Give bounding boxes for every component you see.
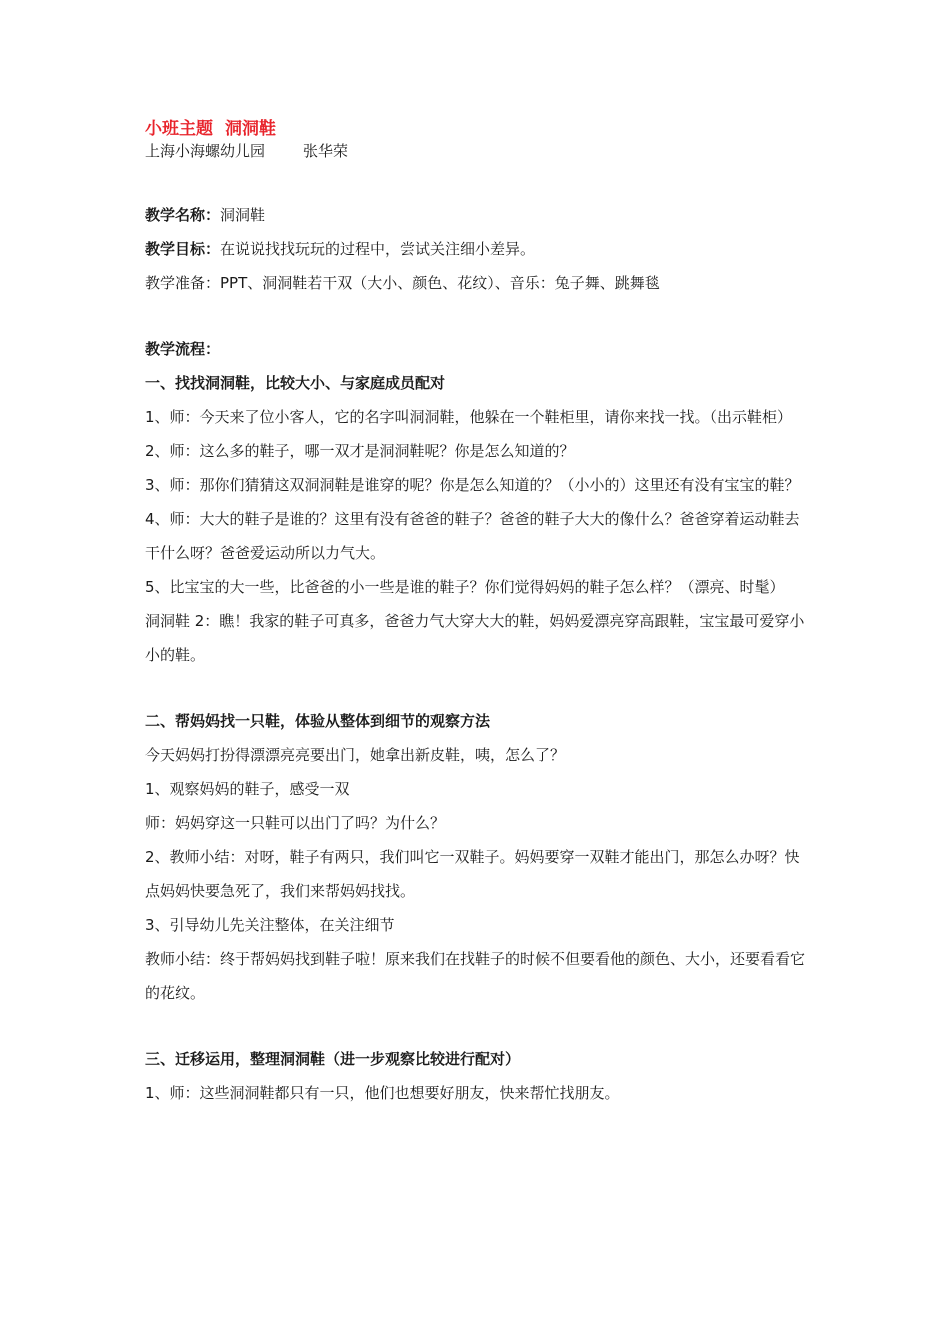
document-title (145, 118, 805, 140)
section-1-heading: 一、找找洞洞鞋，比较大小、与家庭成员配对 (145, 374, 446, 392)
section-2-paragraph: 1、观察妈妈的鞋子，感受一双 (145, 780, 350, 798)
title-topic: 洞洞鞋 (225, 119, 276, 139)
document-body (145, 118, 805, 1110)
section-1-paragraph: 1、师：今天来了位小客人，它的名字叫洞洞鞋，他躲在一个鞋柜里，请你来找一找。（出示鞋柜） (145, 408, 793, 426)
teaching-goal-value: 在说说找找玩玩的过程中，尝试关注细小差异。 (220, 240, 536, 258)
title-theme: 小班主题 (145, 119, 213, 139)
section-2-heading: 二、帮妈妈找一只鞋，体验从整体到细节的观察方法 (145, 712, 491, 730)
author-name: 张华荣 (303, 142, 349, 160)
section-1-paragraph: 2、师：这么多的鞋子，哪一双才是洞洞鞋呢？你是怎么知道的？ (145, 442, 575, 460)
byline (145, 140, 805, 162)
teaching-goal-label: 教学目标： (145, 240, 221, 258)
teaching-name (145, 198, 805, 232)
teaching-name-label: 教学名称： (145, 206, 221, 224)
section-2-paragraph: 师：妈妈穿这一只鞋可以出门了吗？为什么？ (145, 814, 446, 832)
section-1-paragraph: 3、师：那你们猜猜这双洞洞鞋是谁穿的呢？你是怎么知道的？（小小的）这里还有没有宝宝的鞋？ (145, 476, 800, 494)
section-1-paragraph: 5、比宝宝的大一些，比爸爸的小一些是谁的鞋子？你们觉得妈妈的鞋子怎么样？（漂亮、时髦） (145, 578, 785, 596)
teaching-name-value: 洞洞鞋 (220, 206, 266, 224)
section-3-heading: 三、迁移运用，整理洞洞鞋（进一步观察比较进行配对） (145, 1050, 521, 1068)
teaching-prep: 教学准备：PPT、洞洞鞋若干双（大小、颜色、花纹）、音乐：兔子舞、跳舞毯 (145, 274, 660, 292)
section-2-paragraph: 2、教师小结：对呀，鞋子有两只，我们叫它一双鞋子。妈妈要穿一双鞋才能出门，那怎么办呀？快点妈妈快要急死了，我们来帮妈妈找找。 (145, 848, 800, 900)
section-2-paragraph: 3、引导幼儿先关注整体，在关注细节 (145, 916, 395, 934)
school-name: 上海小海螺幼儿园 (145, 142, 266, 160)
teaching-goal (145, 232, 805, 266)
section-3-paragraph: 1、师：这些洞洞鞋都只有一只，他们也想要好朋友，快来帮忙找朋友。 (145, 1084, 620, 1102)
section-2-paragraph: 今天妈妈打扮得漂漂亮亮要出门，她拿出新皮鞋，咦，怎么了？ (145, 746, 566, 764)
section-1-paragraph: 洞洞鞋 2：瞧！我家的鞋子可真多，爸爸力气大穿大大的鞋，妈妈爱漂亮穿高跟鞋，宝宝最可爱穿小小的鞋。 (145, 612, 805, 664)
section-2-paragraph: 教师小结：终于帮妈妈找到鞋子啦！原来我们在找鞋子的时候不但要看他的颜色、大小，还要看看它的花纹。 (145, 950, 806, 1002)
section-1-paragraph: 4、师：大大的鞋子是谁的？这里有没有爸爸的鞋子？爸爸的鞋子大大的像什么？爸爸穿着运动鞋去干什么呀？爸爸爱运动所以力气大。 (145, 510, 800, 562)
flow-label: 教学流程： (145, 340, 221, 358)
